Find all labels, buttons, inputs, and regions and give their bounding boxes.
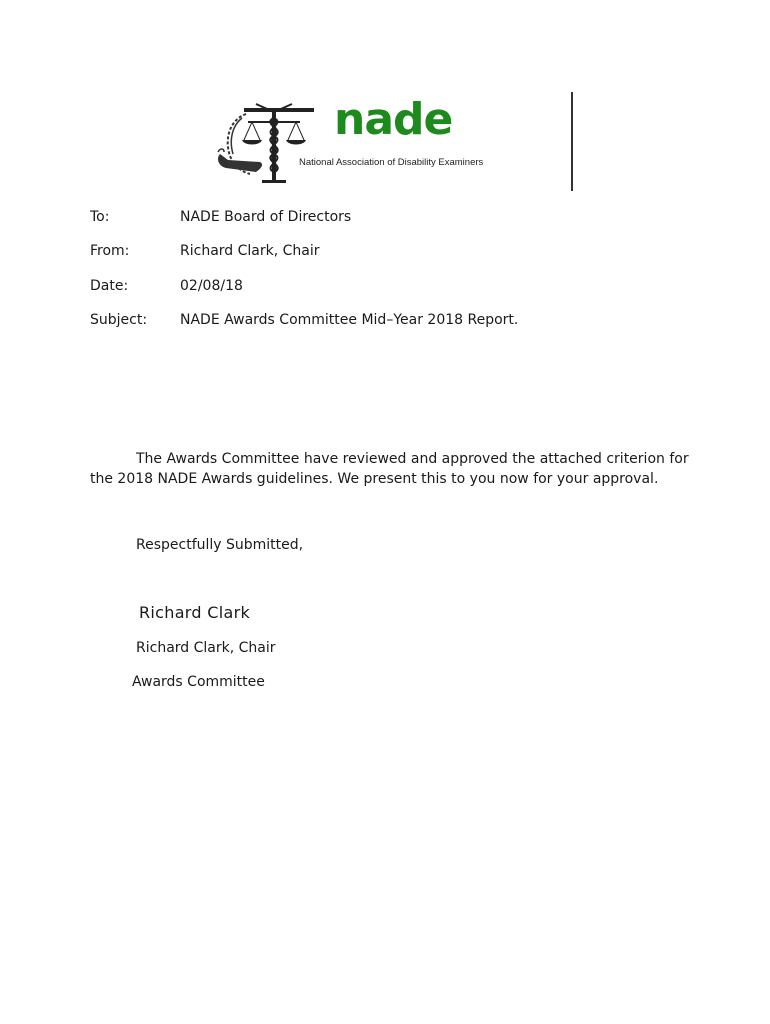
memo-from-label: From:: [90, 243, 130, 259]
memo-date-value: 02/08/18: [180, 278, 243, 294]
memo-subject-value: NADE Awards Committee Mid–Year 2018 Report.: [180, 312, 519, 328]
memo-from-value: Richard Clark, Chair: [180, 243, 320, 259]
memo-date-label: Date:: [90, 278, 129, 294]
memo-to-value: NADE Board of Directors: [180, 209, 352, 225]
signature: Richard Clark: [139, 603, 251, 622]
signer-committee: Awards Committee: [132, 674, 265, 690]
logo-tagline: National Association of Disability Examiners: [299, 157, 484, 168]
signer-name-title: Richard Clark, Chair: [136, 640, 276, 656]
memo-subject-label: Subject:: [90, 312, 148, 328]
closing-valediction: Respectfully Submitted,: [136, 537, 304, 553]
logo-wordmark: nade: [334, 94, 453, 145]
body-paragraph: The Awards Committee have reviewed and approved the attached criterion for the 2018 NADE Awards guidelines. We present this to you now for your approval.: [90, 451, 689, 487]
memo-to-label: To:: [90, 209, 110, 225]
header-divider: [571, 92, 573, 191]
scales-caduceus-icon: [216, 102, 320, 186]
nade-logo: [216, 94, 516, 190]
